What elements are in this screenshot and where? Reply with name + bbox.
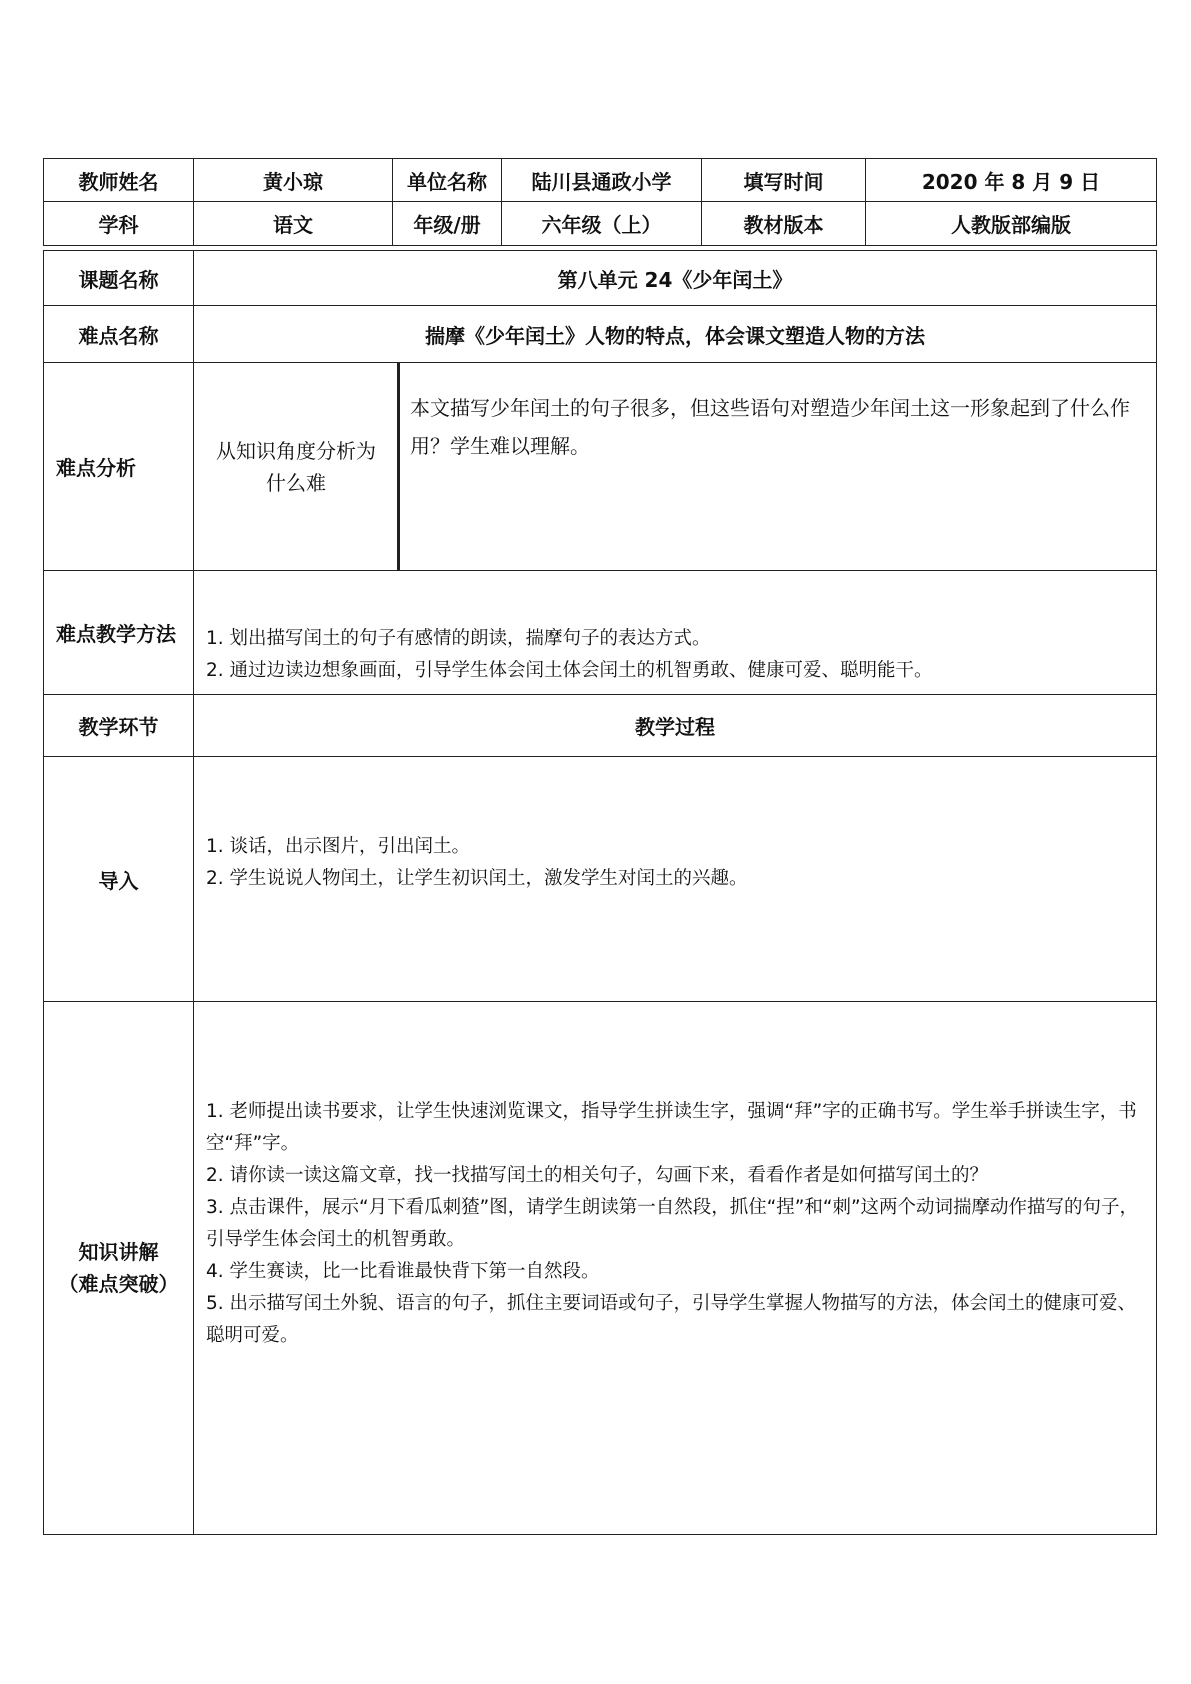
topic-label: 课题名称 bbox=[43, 250, 194, 306]
edition-value: 人教版部编版 bbox=[865, 201, 1157, 246]
intro-content bbox=[193, 756, 1157, 1002]
analysis-sub-label-text: 从知识角度分析为什么难 bbox=[216, 438, 376, 495]
knowledge-item-4: 4. 学生赛读，比一比看谁最快背下第一自然段。 bbox=[206, 1261, 600, 1282]
stage-header-label: 教学环节 bbox=[43, 694, 194, 757]
method-content bbox=[193, 570, 1157, 695]
process-header-label: 教学过程 bbox=[193, 694, 1157, 757]
teacher-name: 黄小琼 bbox=[193, 158, 393, 202]
method-label bbox=[43, 570, 194, 695]
edition-label: 教材版本 bbox=[701, 201, 866, 246]
grade-label: 年级/册 bbox=[392, 201, 502, 246]
subject-value: 语文 bbox=[193, 201, 393, 246]
topic-value: 第八单元 24《少年闰土》 bbox=[193, 250, 1157, 306]
difficulty-label: 难点名称 bbox=[43, 305, 194, 363]
date-value: 2020 年 8 月 9 日 bbox=[865, 158, 1157, 202]
method-item-2: 2. 通过边读边想象画面，引导学生体会闰土体会闰土的机智勇敢、健康可爱、聪明能干。 bbox=[206, 660, 933, 681]
analysis-label bbox=[43, 362, 194, 571]
knowledge-item-2: 2. 请你读一读这篇文章，找一找描写闰土的相关句子，勾画下来，看看作者是如何描写闰土的？ bbox=[206, 1165, 989, 1186]
knowledge-item-3: 3. 点击课件，展示“月下看瓜刺猹”图，请学生朗读第一自然段，抓住“捏”和“刺”这两个动词揣摩动作描写的句子，引导学生体会闰土的机智勇敢。 bbox=[206, 1197, 1139, 1250]
intro-label: 导入 bbox=[43, 756, 194, 1002]
method-label-text: 难点教学方法 bbox=[56, 622, 176, 646]
teacher-label: 教师姓名 bbox=[43, 158, 194, 202]
analysis-text-cell bbox=[397, 362, 1157, 571]
knowledge-label-line1: 知识讲解 bbox=[78, 1240, 159, 1264]
difficulty-value: 揣摩《少年闰土》人物的特点，体会课文塑造人物的方法 bbox=[193, 305, 1157, 363]
knowledge-label-line2: （难点突破） bbox=[58, 1272, 179, 1296]
intro-item-2: 2. 学生说说人物闰土，让学生初识闰土，激发学生对闰土的兴趣。 bbox=[206, 868, 748, 889]
date-label: 填写时间 bbox=[701, 158, 866, 202]
method-item-1: 1. 划出描写闰土的句子有感情的朗读，揣摩句子的表达方式。 bbox=[206, 628, 711, 649]
unit-label: 单位名称 bbox=[392, 158, 502, 202]
intro-item-1: 1. 谈话，出示图片，引出闰土。 bbox=[206, 836, 471, 857]
analysis-sub-label bbox=[193, 362, 399, 571]
subject-label: 学科 bbox=[43, 201, 194, 246]
knowledge-label bbox=[43, 1001, 194, 1535]
unit-name: 陆川县通政小学 bbox=[501, 158, 702, 202]
knowledge-content bbox=[193, 1001, 1157, 1535]
knowledge-item-1: 1. 老师提出读书要求，让学生快速浏览课文，指导学生拼读生字，强调“拜”字的正确书写。学生举手拼读生字，书空“拜”字。 bbox=[206, 1101, 1137, 1154]
grade-value: 六年级（上） bbox=[501, 201, 702, 246]
knowledge-item-5: 5. 出示描写闰土外貌、语言的句子，抓住主要词语或句子，引导学生掌握人物描写的方法，体会闰土的健康可爱、聪明可爱。 bbox=[206, 1293, 1137, 1346]
analysis-text: 本文描写少年闰土的句子很多，但这些语句对塑造少年闰土这一形象起到了什么作用？学生难以理解。 bbox=[410, 396, 1130, 458]
analysis-label-text: 难点分析 bbox=[56, 456, 136, 480]
